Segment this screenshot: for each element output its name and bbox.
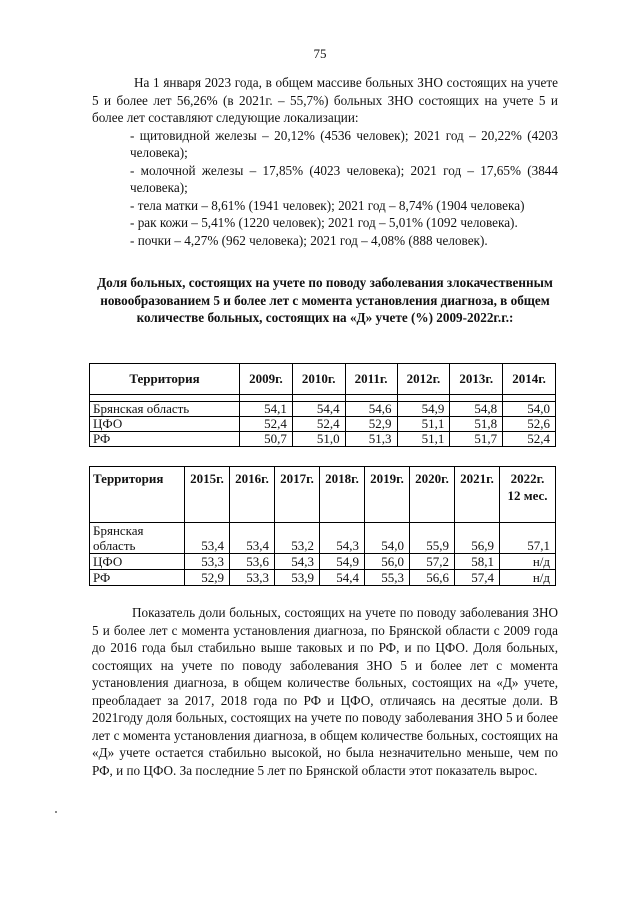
value-cell: 54,8	[450, 402, 503, 417]
localization-item: - рак кожи – 5,41% (1220 человек); 2021 год – 5,01% (1092 человека).	[130, 215, 518, 230]
value-cell: 51,0	[292, 432, 345, 447]
value-cell: н/д	[500, 554, 556, 570]
value-cell: 54,3	[320, 523, 365, 554]
value-cell: 53,3	[230, 570, 275, 586]
value-cell: 51,8	[450, 417, 503, 432]
value-cell: 53,6	[230, 554, 275, 570]
territory-cell: ЦФО	[90, 554, 185, 570]
value-cell: 52,6	[503, 417, 556, 432]
table-title: Доля больных, состоящих на учете по поводу заболевания злокачественным новообразованием 5 и более лет с момента установления диагноза, в общем количестве больных, состоящих на «Д» учете (%) 2009-2022г.г.:	[97, 275, 553, 325]
value-cell: 52,9	[185, 570, 230, 586]
column-header: Территория	[90, 467, 185, 523]
analysis-section	[92, 604, 558, 779]
localization-item: - почки – 4,27% (962 человека); 2021 год – 4,08% (888 человек).	[130, 232, 488, 248]
intro-section	[92, 74, 558, 249]
value-cell: 54,0	[365, 523, 410, 554]
analysis-paragraph: Показатель доли больных, состоящих на учете по поводу заболевания ЗНО 5 и более лет с момента установления диагноза, по Брянской области с 2009 года до 2016 года был стабильно выше таковых и по РФ, и по ЦФО. Доля больных, состоящих на учете по поводу заболевания ЗНО 5 и более лет с момента установления диагноза, в общем количестве больных, состоящих на «Д» учете, преобладает за 2017, 2018 года по РФ и ЦФО, отличаясь на десятые доли. В 2021году доля больных, состоящих на учете по поводу заболевания ЗНО 5 и более лет с момента установления диагноза, в общем количестве больных, состоящих на «Д» учете остается стабильно высокой, но была незначительно меньше, чем по РФ, и по ЦФО. За последние 5 лет по Брянской области этот показатель вырос.	[92, 605, 558, 778]
value-cell: 54,6	[345, 402, 397, 417]
value-cell: 57,2	[410, 554, 455, 570]
column-header: 2010г.	[292, 364, 345, 395]
value-cell: 56,9	[455, 523, 500, 554]
value-cell: 55,3	[365, 570, 410, 586]
table-row	[90, 417, 556, 432]
value-cell: 54,0	[503, 402, 556, 417]
value-cell: 51,7	[450, 432, 503, 447]
value-cell: 54,1	[240, 402, 293, 417]
table-2009-2014	[89, 363, 556, 447]
table-row	[90, 432, 556, 447]
value-cell: 52,9	[345, 417, 397, 432]
value-cell: 51,1	[397, 417, 450, 432]
column-header: Территория	[90, 364, 240, 395]
localization-item: - щитовидной железы – 20,12% (4536 человек); 2021 год – 20,22% (4203 человека);	[130, 127, 558, 160]
page-number: 75	[313, 46, 327, 61]
column-header: 2016г.	[230, 467, 275, 523]
table-row	[90, 402, 556, 417]
value-cell: 52,4	[240, 417, 293, 432]
column-header: 2014г.	[503, 364, 556, 395]
value-cell: 54,9	[320, 554, 365, 570]
territory-cell: ЦФО	[90, 417, 240, 432]
column-header: 2011г.	[345, 364, 397, 395]
table-row	[90, 554, 556, 570]
column-header: 2015г.	[185, 467, 230, 523]
column-header: 2017г.	[275, 467, 320, 523]
value-cell: 54,3	[275, 554, 320, 570]
value-cell: 52,4	[503, 432, 556, 447]
value-cell: 53,9	[275, 570, 320, 586]
territory-cell: Брянская область	[90, 402, 240, 417]
value-cell: 57,1	[500, 523, 556, 554]
table-row	[90, 570, 556, 586]
territory-cell: РФ	[90, 432, 240, 447]
localization-item: - молочной железы – 17,85% (4023 человека); 2021 год – 17,65% (3844 человека);	[130, 162, 558, 195]
table-2015-2022	[89, 466, 556, 586]
column-header: 2021г.	[455, 467, 500, 523]
value-cell: 54,4	[320, 570, 365, 586]
territory-cell: Брянская область	[90, 523, 185, 554]
column-header: 2019г.	[365, 467, 410, 523]
column-header: 2012г.	[397, 364, 450, 395]
value-cell: 52,4	[292, 417, 345, 432]
value-cell: 51,3	[345, 432, 397, 447]
value-cell: 56,6	[410, 570, 455, 586]
intro-paragraph: На 1 января 2023 года, в общем массиве больных ЗНО состоящих на учете 5 и более лет 56,26% (в 2021г. – 55,7%) больных ЗНО состоящих на учете 5 и более лет составляют следующие локализации:	[92, 75, 558, 125]
value-cell: 53,4	[230, 523, 275, 554]
value-cell: 53,4	[185, 523, 230, 554]
value-cell: 53,2	[275, 523, 320, 554]
value-cell: 50,7	[240, 432, 293, 447]
column-header: 2022г. 12 мес.	[500, 467, 556, 523]
column-header: 2020г.	[410, 467, 455, 523]
table-header-row	[90, 364, 556, 395]
territory-cell: РФ	[90, 570, 185, 586]
table-row	[90, 523, 556, 554]
column-header: 2009г.	[240, 364, 293, 395]
value-cell: 53,3	[185, 554, 230, 570]
column-header: 2013г.	[450, 364, 503, 395]
value-cell: 58,1	[455, 554, 500, 570]
value-cell: 57,4	[455, 570, 500, 586]
table-header-row	[90, 467, 556, 523]
localization-item: - тела матки – 8,61% (1941 человек); 2021 год – 8,74% (1904 человека)	[130, 197, 525, 213]
value-cell: 55,9	[410, 523, 455, 554]
value-cell: 54,9	[397, 402, 450, 417]
value-cell: 56,0	[365, 554, 410, 570]
value-cell: 54,4	[292, 402, 345, 417]
column-header: 2018г.	[320, 467, 365, 523]
scan-speck	[55, 811, 57, 813]
value-cell: н/д	[500, 570, 556, 586]
value-cell: 51,1	[397, 432, 450, 447]
